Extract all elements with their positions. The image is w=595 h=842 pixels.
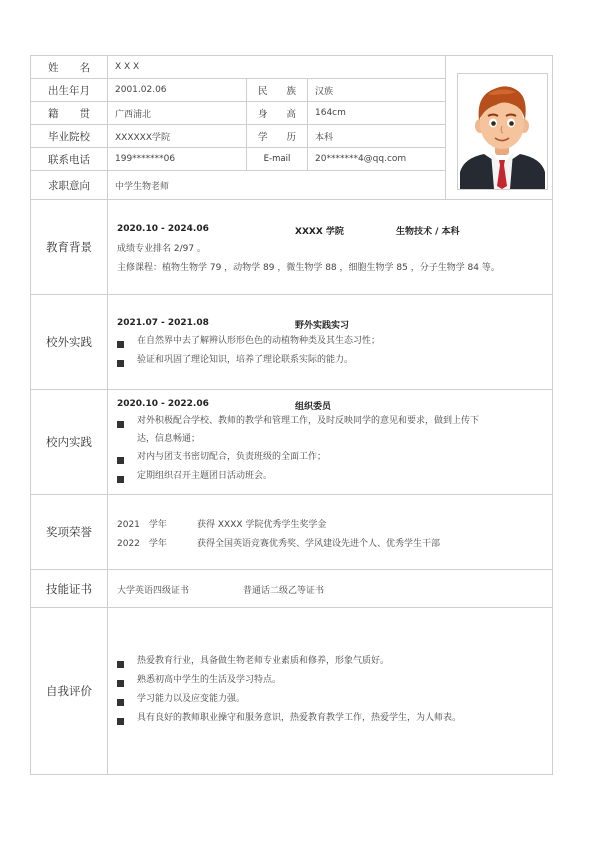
eval-item: 具有良好的教师职业操守和服务意识，热爱教育教学工作，热爱学生，为人师表。 [137,713,462,723]
email-value: 20*******4@qq.com [315,154,407,164]
section-education [31,200,552,295]
eval-item: 热爱教育行业，具备做生物老师专业素质和修养，形象气质好。 [137,656,390,666]
info-row-native [31,102,445,125]
award-year: 2022 学年 [117,539,167,549]
info-row-phone [31,148,445,171]
skill-cert: 普通话二级乙等证书 [243,586,325,596]
out-role: 野外实践实习 [295,321,350,331]
phone-label: 联系电话 [31,148,108,170]
section-self-eval [31,608,552,774]
section-body [117,570,540,607]
bullet-square-icon [117,476,124,483]
edu-major: 生物技术 / 本科 [396,227,460,237]
edu-period-end: - 2024.06 [161,224,209,234]
info-row-name [31,56,445,79]
name-label: 姓 名 [31,56,108,78]
section-body [117,390,540,494]
native-label: 籍 贯 [31,102,108,124]
native-value: 广西浦北 [115,109,152,120]
bullet-square-icon [117,360,124,367]
bullet-square-icon [117,341,124,348]
section-title: 校外实践 [31,295,108,389]
out-item: 在自然界中去了解辨认形形色色的动植物种类及其生态习性； [137,336,381,346]
birth-label: 出生年月 [31,79,108,101]
section-skills [31,570,552,608]
award-year: 2021 学年 [117,520,167,530]
edu-period-start: 2020.10 [117,224,158,234]
section-title: 技能证书 [31,570,108,607]
edu-school: XXXX 学院 [295,227,344,237]
section-body [117,495,540,569]
section-title: 校内实践 [31,390,108,494]
photo-column-divider [445,56,446,199]
section-title: 奖项荣誉 [31,495,108,569]
edu-rank: 成绩专业排名 2/97 。 [117,244,206,254]
school-value: XXXXXX学院 [115,132,170,143]
edu-courses: 主修课程：植物生物学 79 ，动物学 89 ，微生物学 88 ，细胞生物学 85 ，分子生物学 84 等。 [117,263,500,273]
email-label: E-mail [246,148,308,170]
bullet-square-icon [117,421,124,428]
info-row-intent [31,171,445,199]
bullet-square-icon [117,680,124,687]
award-text: 获得 XXXX 学院优秀学生奖学金 [197,520,327,530]
bullet-square-icon [117,699,124,706]
in-item-continued: 达，信息畅通； [137,434,201,444]
section-awards [31,495,552,570]
personal-info [31,56,552,200]
in-item: 对内与团支书密切配合，负责班级的全面工作； [137,452,327,462]
skill-cert: 大学英语四级证书 [117,586,190,596]
out-period-end: - 2021.08 [161,318,209,328]
school-label: 毕业院校 [31,125,108,147]
bullet-square-icon [117,718,124,725]
height-label: 身 高 [246,102,308,124]
phone-value: 199*******06 [115,154,176,164]
award-text: 获得全国英语竞赛优秀奖、学风建设先进个人、优秀学生干部 [197,539,441,549]
name-value: X X X [115,62,140,72]
section-practice-out [31,295,552,390]
resume-table [30,55,553,775]
in-role: 组织委员 [295,402,332,412]
in-item: 定期组织召开主题团日活动班会。 [137,471,273,481]
eval-item: 学习能力以及应变能力强。 [137,694,246,704]
section-practice-in [31,390,552,495]
info-row-birth [31,79,445,102]
in-period-start: 2020.10 [117,399,158,409]
eval-item: 熟悉初高中学生的生活及学习特点。 [137,675,282,685]
ethnic-value: 汉族 [315,86,334,97]
avatar [457,73,548,190]
degree-label: 学 历 [246,125,308,147]
bullet-square-icon [117,457,124,464]
out-item: 验证和巩固了理论知识，培养了理论联系实际的能力。 [137,355,354,365]
section-title: 教育背景 [31,200,108,294]
in-period-end: - 2022.06 [161,399,209,409]
birth-value: 2001.02.06 [115,85,167,95]
intent-value: 中学生物老师 [115,181,170,192]
bullet-square-icon [117,661,124,668]
avatar-portrait-illustration [458,74,547,189]
intent-label: 求职意向 [31,171,108,199]
section-body [117,608,540,774]
section-body [117,200,540,294]
ethnic-label: 民 族 [246,79,308,101]
degree-value: 本科 [315,132,334,143]
in-item: 对外积极配合学校、教师的教学和管理工作，及时反映同学的意见和要求，做到上传下 [137,416,480,426]
out-period-start: 2021.07 [117,318,158,328]
info-row-school [31,125,445,148]
section-body [117,295,540,389]
height-value: 164cm [315,108,346,118]
section-title: 自我评价 [31,608,108,774]
